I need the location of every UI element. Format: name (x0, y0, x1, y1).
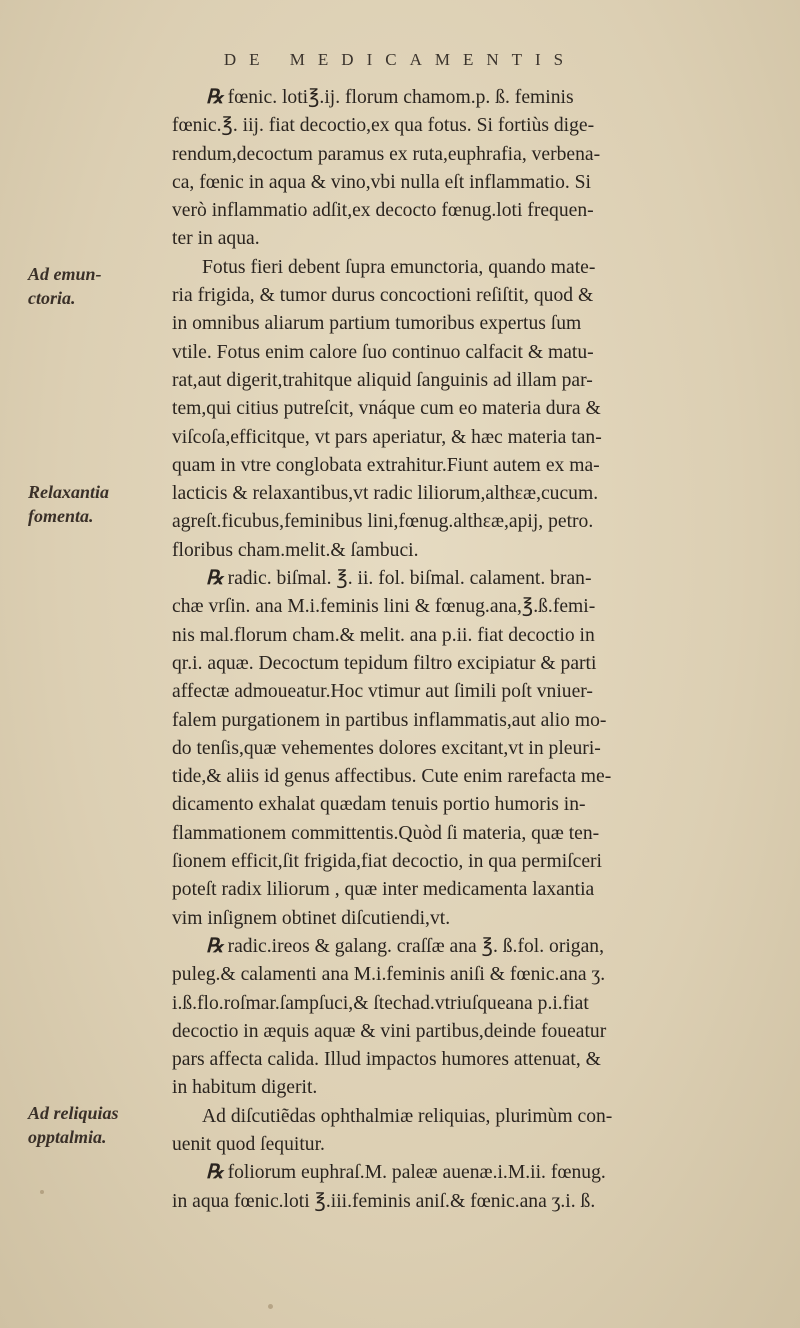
text-line-content: vtile. Fotus enim calore ſuo continuo calfacit & matu- (172, 341, 594, 363)
margin-note-line: Relaxantia (28, 482, 110, 502)
text-line-content: ter in aqua. (172, 228, 260, 250)
text-line-content: in habitum digerit. (172, 1077, 318, 1099)
text-line-content: vim inſignem obtinet diſcutiendi,vt. (172, 907, 451, 929)
text-line (172, 1074, 774, 1102)
text-line (172, 424, 774, 452)
text-line-content: decoctio in æquis aquæ & vini partibus,deinde foueatur (172, 1020, 607, 1042)
text-line-content: radic.ireos & galang. craſſæ ana ℥. ß.fol. origan, (227, 935, 604, 957)
text-line-content: qr.i. aquæ. Decoctum tepidum filtro excipiatur & parti (172, 652, 597, 674)
text-line-content: in omnibus aliarum partium tumoribus expertus ſum (172, 313, 582, 335)
text-line-content: i.ß.flo.roſmar.ſampſuci,& ſtechad.vtriuſqueana p.i.fiat (172, 992, 589, 1014)
text-line (172, 791, 774, 819)
text-line-content: nis mal.florum cham.& melit. ana p.ii. fiat decoctio in (172, 624, 595, 646)
text-line-content: ſionem efficit,ſit frigida,fiat decoctio, in qua permiſceri (172, 851, 603, 873)
text-line (172, 1046, 774, 1074)
text-line-content: fœnic.℥. iij. fiat decoctio,ex qua fotus. Si fortiùs dige- (172, 115, 595, 137)
text-line (172, 282, 774, 310)
text-line-content: fœnic. loti℥.ij. florum chamom.p. ß. feminis (227, 87, 574, 108)
text-line (172, 848, 774, 876)
text-line (172, 707, 774, 735)
text-line-content: verò inflammatio adſit,ex decocto fœnug.loti frequen- (172, 200, 594, 222)
text-line (172, 990, 774, 1018)
margin-note-line: ctoria. (28, 288, 76, 308)
text-line (172, 1018, 774, 1046)
text-line-content: tide,& aliis id genus affectibus. Cute enim rarefacta me- (172, 766, 612, 788)
text-line (172, 820, 774, 848)
margin-note-line: opptalmia. (28, 1127, 107, 1147)
text-line-content: falem purgationem in partibus inflammatis,aut alio mo- (172, 709, 607, 731)
text-line (172, 141, 774, 169)
margin-note-relaxantia (28, 480, 168, 528)
text-line (172, 480, 774, 508)
text-line (172, 763, 774, 791)
body-text (172, 84, 774, 1216)
text-line-content: rendum,decoctum paramus ex ruta,euphrafia, verbena- (172, 143, 601, 165)
text-line (172, 1188, 774, 1216)
text-line (172, 961, 774, 989)
text-line (172, 1159, 774, 1187)
text-line (172, 905, 774, 933)
text-line (172, 197, 774, 225)
recipe-symbol: ℞ (206, 87, 224, 108)
text-line (172, 367, 774, 395)
text-line (172, 622, 774, 650)
running-head: DE MEDICAMENTIS (223, 50, 577, 69)
text-line-content: in aqua fœnic.loti ℥.iii.feminis aniſ.& fœnic.ana ʒ.i. ß. (172, 1190, 596, 1212)
text-line-content: tem,qui citius putreſcit, vnáque cum eo materia dura & (172, 398, 601, 420)
text-line-content: poteſt radix liliorum , quæ inter medicamenta laxantia (172, 879, 595, 901)
text-line-content: affectæ admoueatur.Hoc vtimur aut ſimili poſt vniuer- (172, 681, 593, 703)
text-line-content: foliorum euphraſ.M. paleæ auenæ.i.M.ii. fœnug. (227, 1162, 606, 1184)
text-line-content: pars affecta calida. Illud impactos humores attenuat, & (172, 1049, 601, 1071)
text-line-content: radic. biſmal. ℥. ii. fol. biſmal. calament. bran- (227, 568, 592, 590)
text-line-content: puleg.& calamenti ana M.i.feminis aniſi & fœnic.ana ʒ. (172, 964, 606, 986)
text-line (172, 452, 774, 480)
text-line-content: dicamento exhalat quædam tenuis portio humoris in- (172, 794, 586, 816)
text-line-content: ca, fœnic in aqua & vino,vbi nulla eſt inflammatio. Si (172, 171, 591, 193)
text-line (172, 565, 774, 593)
text-line (172, 876, 774, 904)
text-line (172, 508, 774, 536)
text-line (172, 1103, 774, 1131)
recipe-symbol: ℞ (206, 1162, 224, 1184)
text-line-content: agreſt.ficubus,feminibus lini,fœnug.althεæ,apij, petro. (172, 511, 594, 533)
text-line (172, 537, 774, 565)
text-line-content: viſcoſa,efficitque, vt pars aperiatur, & hæc materia tan- (172, 426, 602, 448)
text-line (172, 84, 774, 112)
text-line (172, 310, 774, 338)
text-line-content: ria frigida, & tumor durus concoctioni reſiſtit, quod & (172, 285, 594, 307)
text-line (172, 225, 774, 253)
text-line (172, 593, 774, 621)
text-line-content: lacticis & relaxantibus,vt radic liliorum,althεæ,cucum. (172, 483, 599, 505)
text-line-content: chæ vrſin. ana M.i.feminis lini & fœnug.ana,℥.ß.femi- (172, 596, 596, 618)
text-line (172, 112, 774, 140)
text-line-content: floribus cham.melit.& ſambuci. (172, 539, 419, 561)
text-line (172, 254, 774, 282)
recipe-symbol: ℞ (206, 935, 224, 957)
text-line (172, 395, 774, 423)
text-line-content: do tenſis,quæ vehementes dolores excitant,vt in pleuri- (172, 737, 601, 759)
text-line-content: quam in vtre conglobata extrahitur.Fiunt autem ex ma- (172, 454, 600, 476)
recipe-symbol: ℞ (206, 568, 224, 590)
text-line-content: Fotus fieri debent ſupra emunctoria, quando mate- (202, 256, 596, 278)
text-line-content: Ad diſcutiẽdas ophthalmiæ reliquias, plurimùm con- (202, 1105, 613, 1127)
margin-note-line: Ad reliquias (28, 1103, 119, 1123)
paper-stain (40, 1190, 44, 1194)
margin-note-line: fomenta. (28, 506, 94, 526)
text-line (172, 678, 774, 706)
text-line-content: rat,aut digerit,trahitque aliquid ſanguinis ad illam par- (172, 369, 593, 391)
text-line (172, 650, 774, 678)
paper-stain (268, 1304, 273, 1309)
text-line (172, 1131, 774, 1159)
text-line-content: flammationem committentis.Quòd ſi materia, quæ ten- (172, 822, 600, 844)
text-line (172, 735, 774, 763)
text-line-content: uenit quod ſequitur. (172, 1133, 325, 1155)
margin-note-emunctoria (28, 262, 168, 310)
margin-note-ophthalmia (28, 1101, 168, 1149)
text-line (172, 169, 774, 197)
text-line (172, 933, 774, 961)
text-line (172, 339, 774, 367)
margin-note-line: Ad emun- (28, 264, 102, 284)
